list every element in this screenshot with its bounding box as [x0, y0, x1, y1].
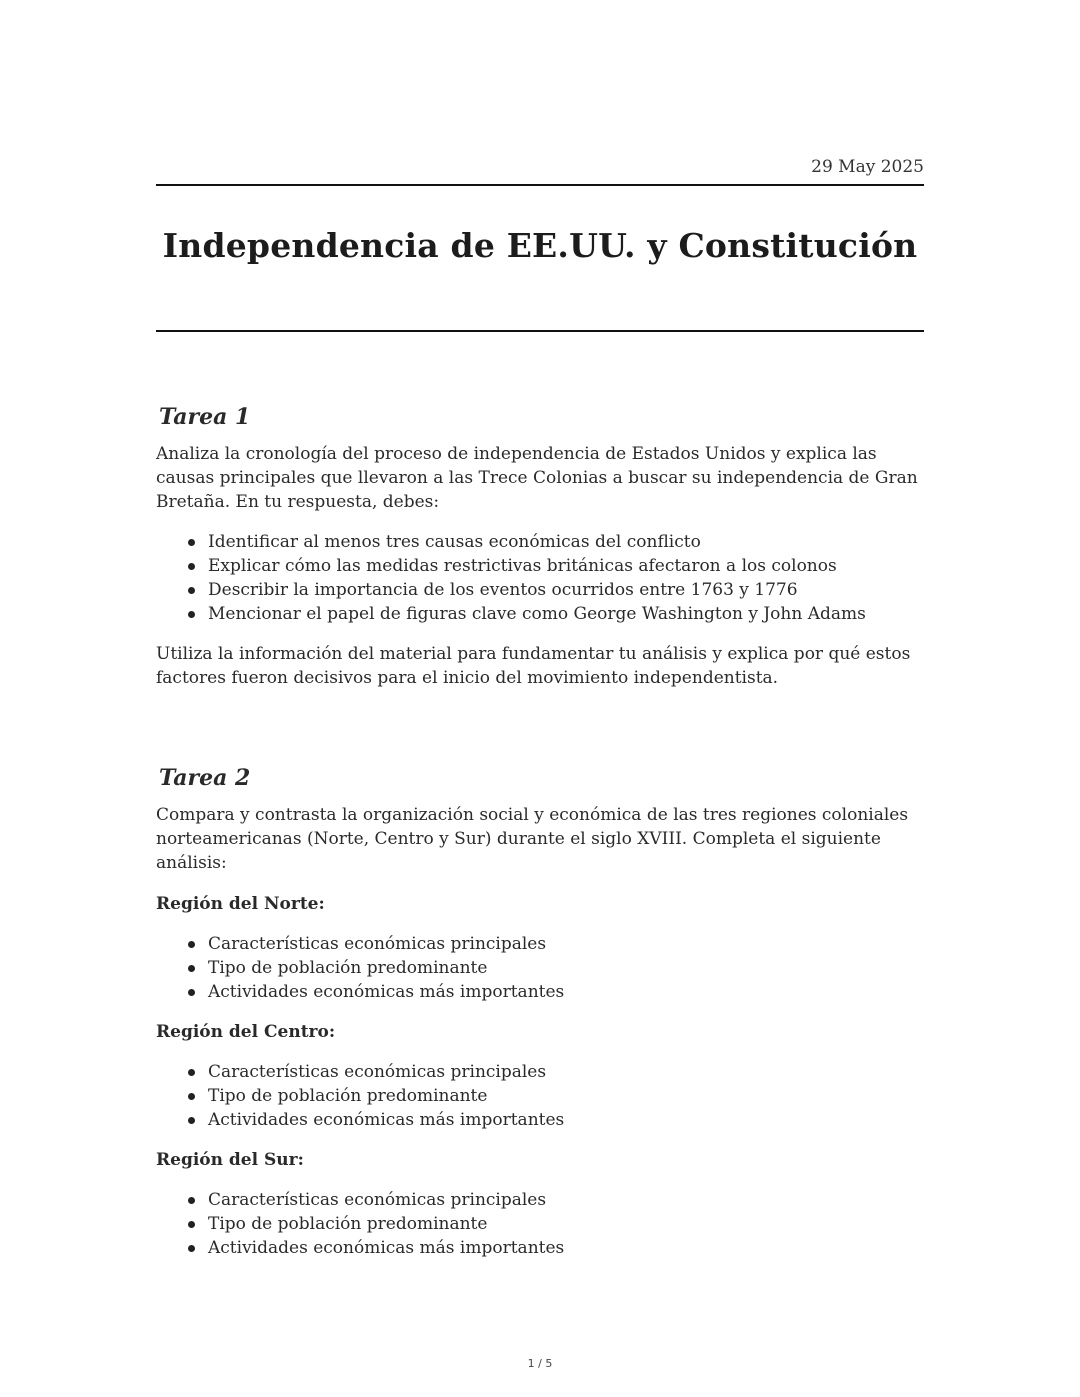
- region-label-centro: Región del Centro:: [156, 1022, 336, 1042]
- document-date: 29 May 2025: [811, 157, 924, 177]
- list-item: Características económicas principales: [208, 1060, 924, 1084]
- region-list-centro: [156, 1060, 924, 1132]
- section-tarea-1: [156, 404, 924, 690]
- region-list-sur: [156, 1188, 924, 1260]
- section-tarea-2: [156, 765, 924, 1276]
- list-item: Características económicas principales: [208, 1188, 924, 1212]
- list-item: Actividades económicas más importantes: [208, 1236, 924, 1260]
- section-heading: Tarea 1: [159, 404, 251, 430]
- section-closing: Utiliza la información del material para fundamentar tu análisis y explica por qué estos factores fueron decisivos para el inicio del movimiento independentista.: [156, 644, 911, 688]
- list-item: Actividades económicas más importantes: [208, 980, 924, 1004]
- list-item: Identificar al menos tres causas económicas del conflicto: [208, 530, 924, 554]
- section-intro: Analiza la cronología del proceso de independencia de Estados Unidos y explica las causas principales que llevaron a las Trece Colonias a buscar su independencia de Gran Bretaña. En tu respuesta, debes:: [156, 444, 918, 512]
- list-item: Actividades económicas más importantes: [208, 1108, 924, 1132]
- section-heading: Tarea 2: [159, 765, 251, 791]
- list-item: Características económicas principales: [208, 932, 924, 956]
- region-label-norte: Región del Norte:: [156, 894, 325, 914]
- region-list-norte: [156, 932, 924, 1004]
- task-list: [156, 530, 924, 626]
- section-intro: Compara y contrasta la organización social y económica de las tres regiones coloniales norteamericanas (Norte, Centro y Sur) durante el siglo XVIII. Completa el siguiente análisis:: [156, 805, 909, 873]
- list-item: Mencionar el papel de figuras clave como George Washington y John Adams: [208, 602, 924, 626]
- title-divider: [156, 330, 924, 332]
- page-title: Independencia de EE.UU. y Constitución: [162, 226, 918, 265]
- list-item: Tipo de población predominante: [208, 1084, 924, 1108]
- document-page: [156, 0, 924, 1397]
- page-number: 1 / 5: [527, 1357, 553, 1370]
- list-item: Tipo de población predominante: [208, 1212, 924, 1236]
- list-item: Describir la importancia de los eventos ocurridos entre 1763 y 1776: [208, 578, 924, 602]
- list-item: Tipo de población predominante: [208, 956, 924, 980]
- header-divider: [156, 184, 924, 186]
- region-label-sur: Región del Sur:: [156, 1150, 304, 1170]
- list-item: Explicar cómo las medidas restrictivas británicas afectaron a los colonos: [208, 554, 924, 578]
